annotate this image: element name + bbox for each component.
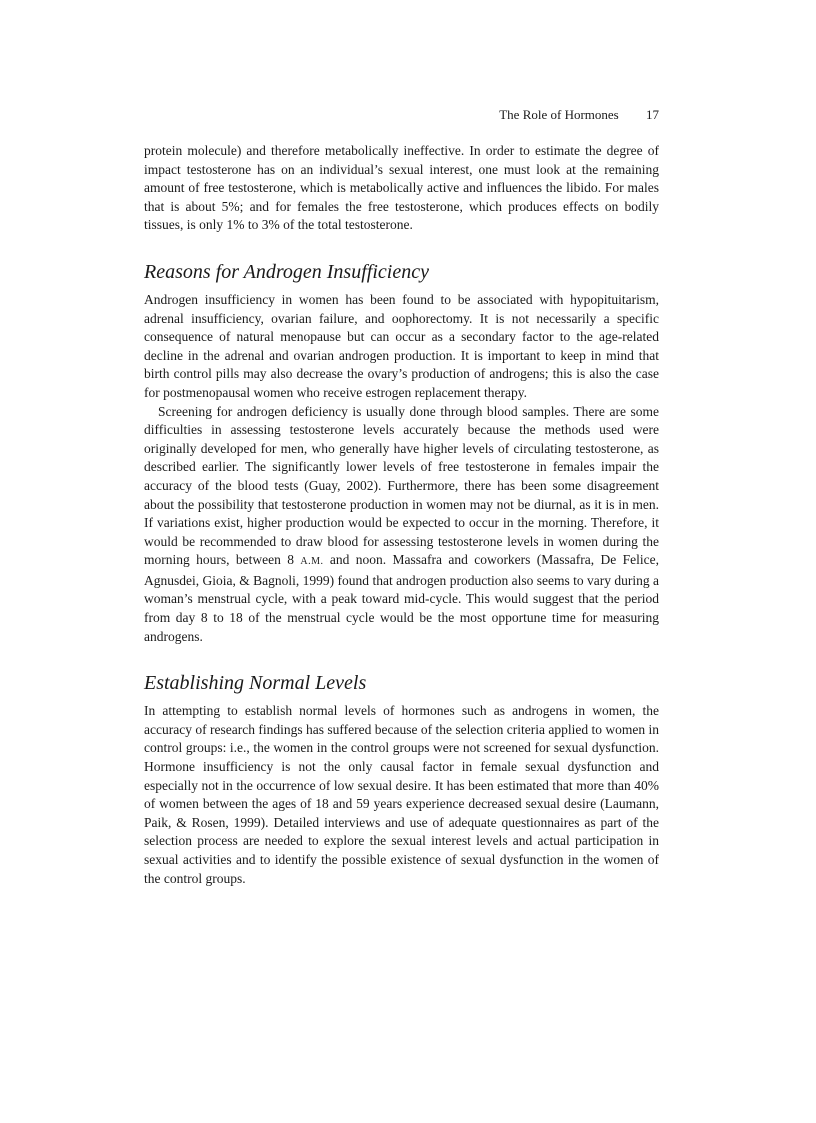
intro-paragraph: protein molecule) and therefore metabolically ineffective. In order to estimate the degree of impact testosterone has on an individual’s sexual interest, one must look at the remaining amount of free testosterone, which is metabolically active and influences the libido. For males that is about 5%; and for females the free testosterone, which produces effects on bodily tissues, is only 1% to 3% of the total testosterone.: [144, 143, 659, 233]
section-heading-androgen-insufficiency: Reasons for Androgen Insufficiency: [144, 260, 429, 283]
page-number: 17: [646, 107, 659, 122]
screening-text-start: Screening for androgen deficiency is usually done through blood samples. There are some difficulties in assessing testosterone levels accurately because the methods used were originally developed for men, who generally have higher levels of circulating testosterone, as described earlier. The significantly lower levels of free testosterone in females impair the accuracy of the blood tests (Guay, 2002). Furthermore, there has been some disagreement about the possibility that testosterone production in women may not be diurnal, as it is in men. If variations exist, higher production would be expected to occur in the morning. Therefore, it would be recommended to draw blood for assessing testosterone levels in women during the morning hours, between 8: [144, 403, 659, 568]
paragraph-androgen-causes: Androgen insufficiency in women has been found to be associated with hypopituitarism, adrenal insufficiency, ovarian failure, and oophorectomy. It is not necessarily a specific consequence of natural menopause but can occur as a secondary factor to the age-related decline in the adrenal and ovarian androgen production. It is important to keep in mind that birth control pills may also decrease the ovary’s production of androgens; this is also the case for postmenopausal women who receive estrogen replacement therapy.: [144, 291, 659, 400]
paragraph-screening: [144, 403, 659, 647]
section-heading-normal-levels: Establishing Normal Levels: [144, 672, 367, 695]
screening-text-end: and noon. Massafra and coworkers (Massafra, De Felice, Agnusdei, Gioia, & Bagnoli, 1999) found that androgen production also seems to vary during a woman’s menstrual cycle, with a peak toward mid-cycle. This would suggest that the period from day 8 to 18 of the menstrual cycle would be the most opportune time for measuring androgens.: [144, 552, 659, 644]
time-abbreviation: A.M.: [300, 556, 324, 568]
running-title: The Role of Hormones: [499, 107, 619, 122]
running-header: [144, 106, 659, 124]
paragraph-normal-levels: In attempting to establish normal levels of hormones such as androgens in women, the accuracy of research findings has suffered because of the selection criteria applied to women in control groups: i.e., the women in the control groups were not screened for sexual dysfunction. Hormone insufficiency is not the only causal factor in female sexual dysfunction and especially not in the occurrence of low sexual desire. It has been estimated that more than 40% of women between the ages of 18 and 59 years experience decreased sexual desire (Laumann, Paik, & Rosen, 1999). Detailed interviews and use of adequate questionnaires as part of the selection process are needed to explore the sexual interest levels and actual participation in sexual activities and to identify the possible existence of sexual dysfunction in the women of the control groups.: [144, 703, 659, 886]
page-body: [144, 142, 659, 888]
